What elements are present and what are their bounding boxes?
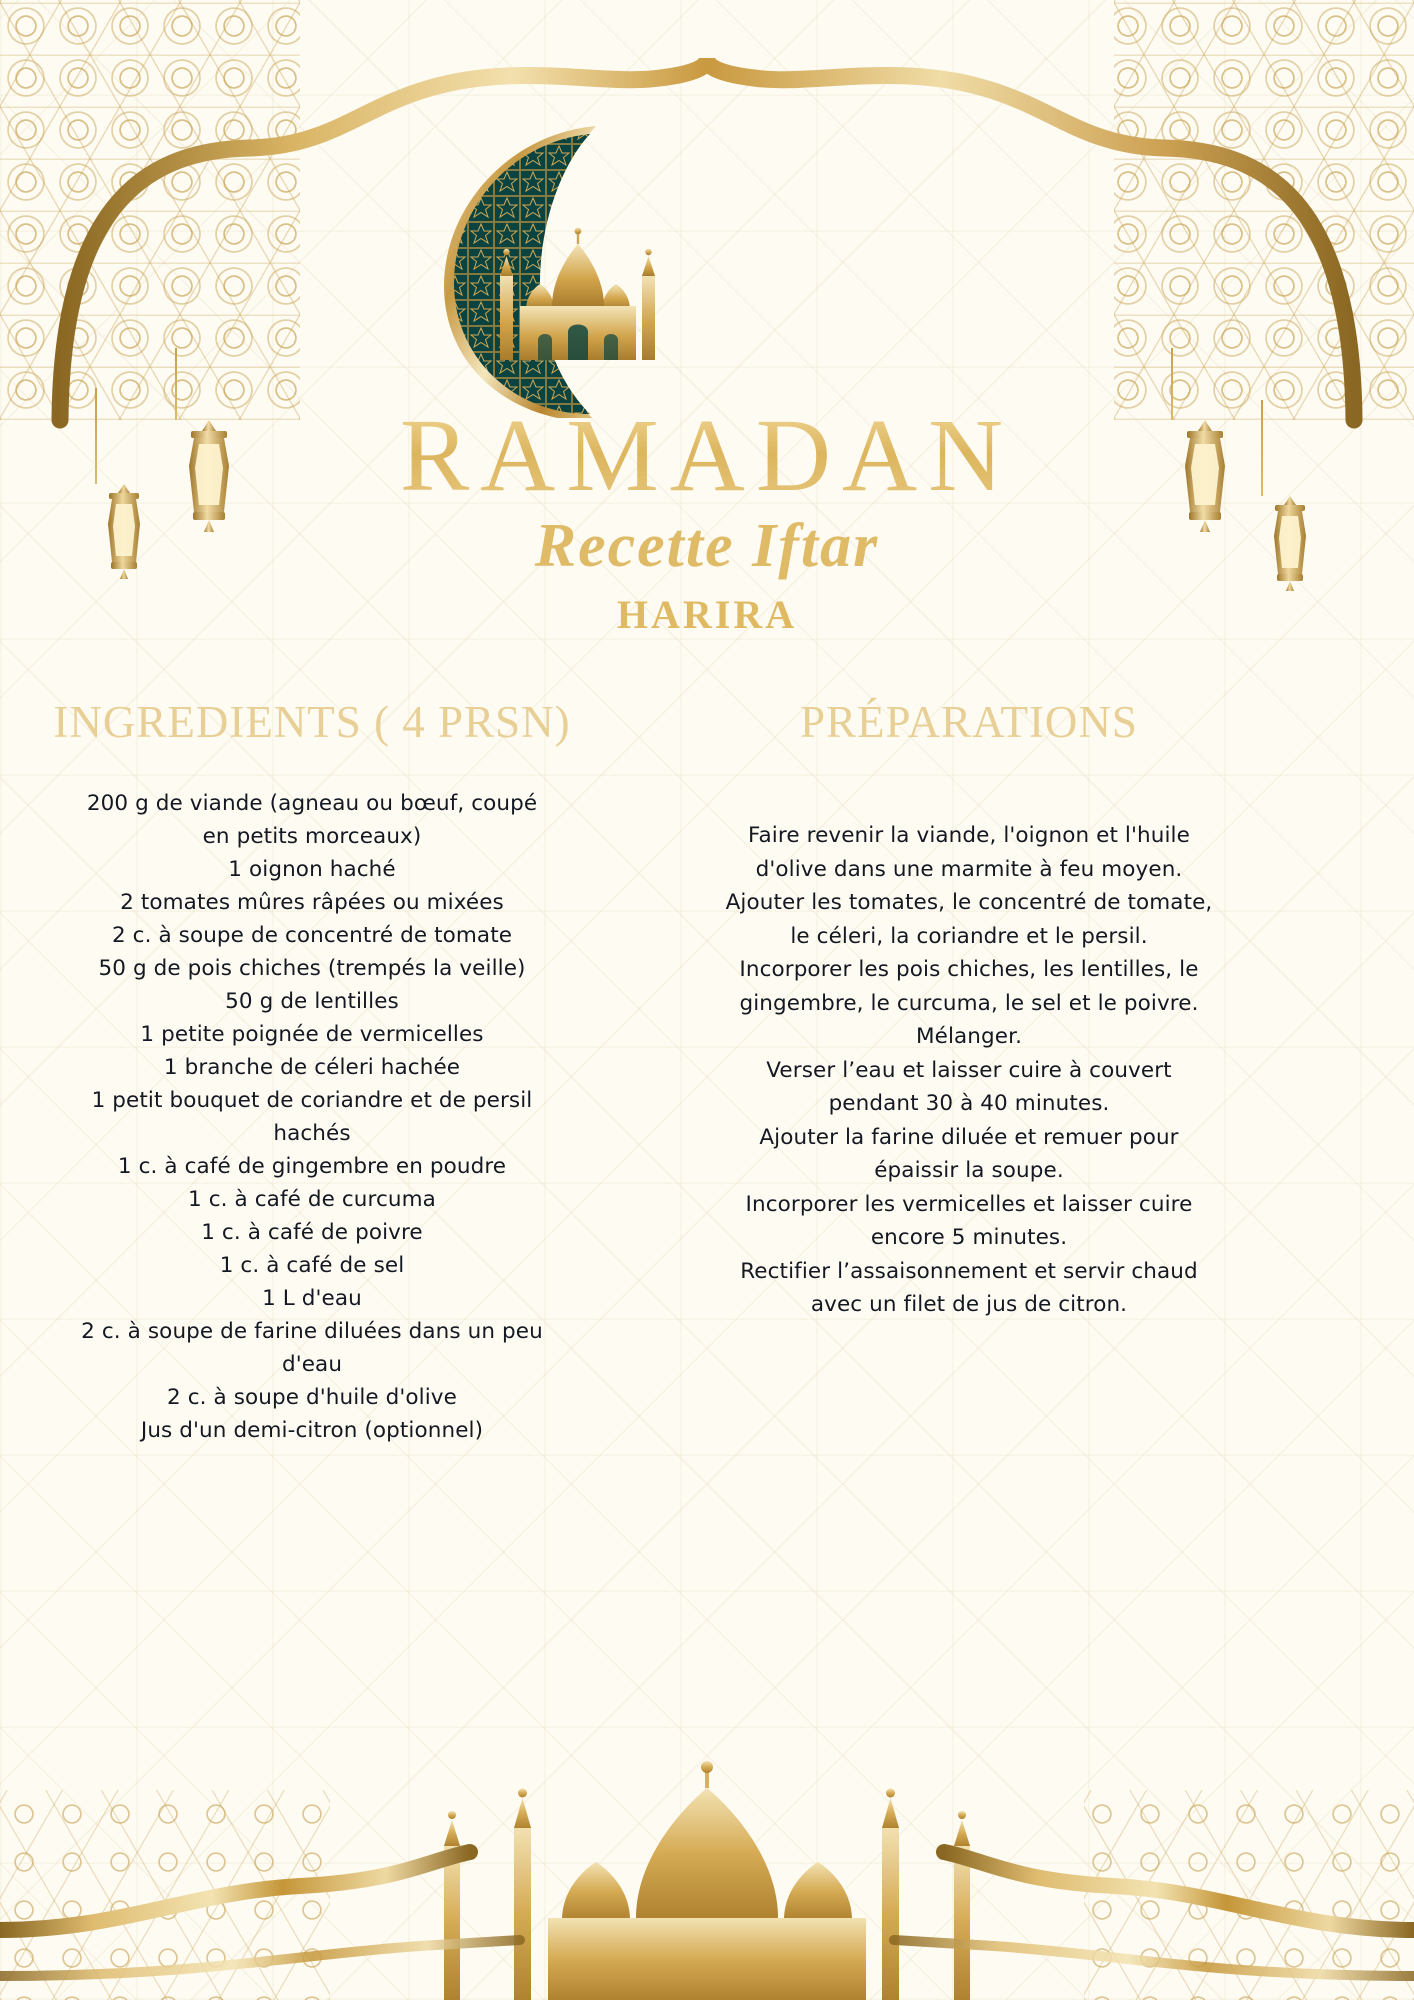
list-item: 50 g de lentilles: [225, 989, 399, 1014]
preparations-list: [610, 819, 1328, 1322]
floral-lattice-icon: [0, 0, 300, 420]
mosque-icon: [0, 1740, 1414, 2000]
list-item: 2 tomates mûres râpées ou mixées: [120, 890, 504, 915]
list-item: Jus d'un demi-citron (optionnel): [140, 1418, 484, 1443]
list-item: gingembre, le curcuma, le sel et le poivre.: [739, 990, 1199, 1016]
list-item: 1 oignon haché: [228, 857, 396, 882]
list-item: le céleri, la coriandre et le persil.: [790, 923, 1148, 949]
list-item: Incorporer les pois chiches, les lentilles, le: [739, 957, 1199, 982]
list-item: Ajouter la farine diluée et remuer pour: [759, 1124, 1179, 1150]
list-item: 200 g de viande (agneau ou bœuf, coupé: [86, 791, 538, 816]
list-item: 1 c. à café de poivre: [201, 1220, 423, 1245]
list-item: Ajouter les tomates, le concentré de tomate,: [725, 890, 1213, 915]
list-item: épaissir la soupe.: [874, 1158, 1064, 1183]
list-item: hachés: [273, 1121, 351, 1146]
recipe-columns: [0, 697, 1414, 1447]
preparations-heading: PRÉPARATIONS: [800, 697, 1138, 747]
list-item: Mélanger.: [915, 1024, 1023, 1049]
dish-name: HARIRA: [616, 592, 798, 638]
list-item: 2 c. à soupe d'huile d'olive: [167, 1385, 457, 1410]
list-item: 2 c. à soupe de farine diluées dans un peu: [81, 1319, 543, 1344]
list-item: 1 c. à café de sel: [219, 1253, 405, 1278]
ingredients-heading: INGREDIENTS ( 4 PRSN): [53, 697, 571, 747]
list-item: en petits morceaux): [202, 824, 422, 849]
list-item: pendant 30 à 40 minutes.: [828, 1091, 1110, 1116]
list-item: 1 petite poignée de vermicelles: [140, 1022, 484, 1047]
list-item: avec un filet de jus de citron.: [810, 1292, 1128, 1317]
list-item: 2 c. à soupe de concentré de tomate: [111, 923, 513, 948]
list-item: 1 c. à café de curcuma: [188, 1187, 436, 1212]
list-item: Rectifier l’assaisonnement et servir chaud: [740, 1258, 1198, 1284]
list-item: d'olive dans une marmite à feu moyen.: [755, 856, 1183, 882]
title-block: [0, 398, 1414, 638]
list-item: Verser l’eau et laisser cuire à couvert: [766, 1057, 1172, 1083]
preparations-column: [600, 697, 1414, 1447]
list-item: 1 c. à café de gingembre en poudre: [117, 1154, 507, 1179]
floral-lattice-icon: [1114, 0, 1414, 420]
ingredients-list: [46, 787, 578, 1447]
list-item: encore 5 minutes.: [870, 1225, 1068, 1250]
crescent-moon-icon: [390, 118, 730, 418]
list-item: d'eau: [281, 1352, 343, 1377]
list-item: 1 L d'eau: [262, 1286, 362, 1311]
list-item: 1 petit bouquet de coriandre et de persil: [91, 1088, 533, 1113]
list-item: Faire revenir la viande, l'oignon et l'huile: [748, 823, 1190, 848]
ingredients-column: [0, 697, 600, 1447]
list-item: Incorporer les vermicelles et laisser cuire: [745, 1191, 1193, 1217]
list-item: 1 branche de céleri hachée: [163, 1055, 461, 1080]
page-subtitle: Recette Iftar: [534, 512, 880, 580]
page-title: RAMADAN: [0, 404, 1414, 508]
list-item: 50 g de pois chiches (trempés la veille): [98, 956, 526, 981]
